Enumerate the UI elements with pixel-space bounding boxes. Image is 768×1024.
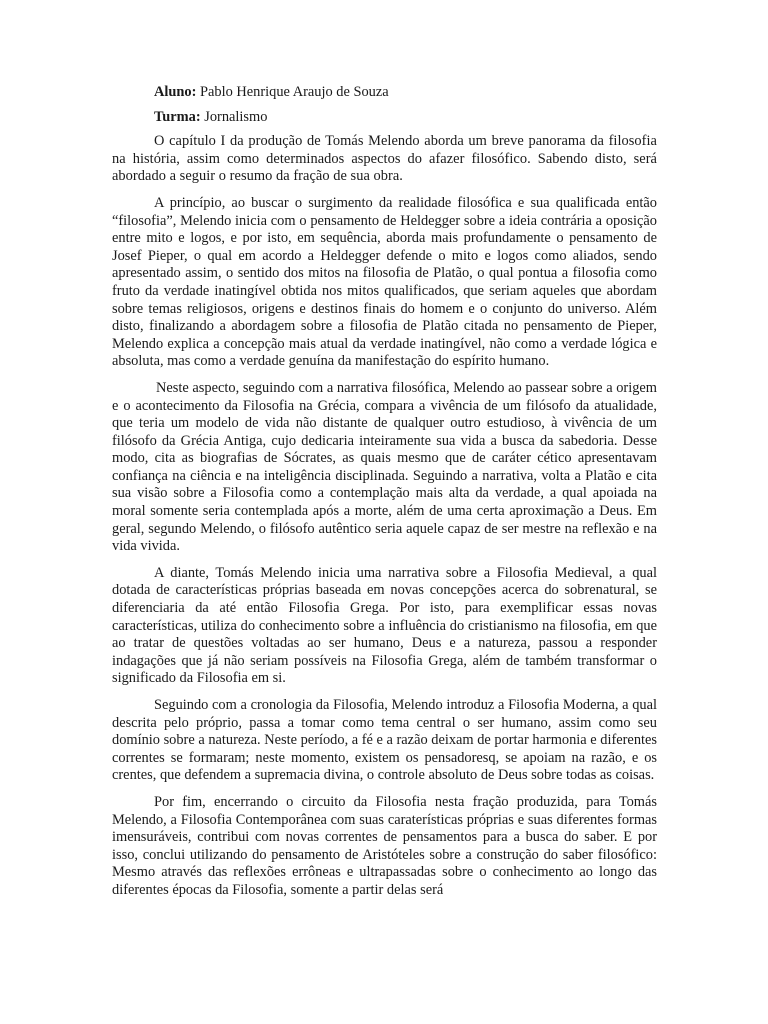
paragraph-medieval: A diante, Tomás Melendo inicia uma narrativa sobre a Filosofia Medieval, a qual dotada de características próprias baseada em novas concepções acerca do sobrenatural, se diferenciaria da até então Filosofia Grega. Por isto, para exemplificar essas novas características, utiliza do conhecimento sobre a influência do cristianismo na filosofia, em que ao tratar de questões voltadas ao ser humano, Deus e a natureza, passou a responder indagações que já não seriam possíveis na Filosofia Grega, além de também transformar o significado da Filosofia em si.	[112, 564, 657, 687]
paragraph-modern: Seguindo com a cronologia da Filosofia, Melendo introduz a Filosofia Moderna, a qual descrita pelo próprio, passa a tomar como tema central o ser humano, assim como seu domínio sobre a natureza. Neste período, a fé e a razão deixam de portar harmonia e diferentes correntes se formaram; neste momento, existem os pensadoresq, se apoiam na razão, e os crentes, que defendem a supremacia divina, o controle absoluto de Deus sobre todas as coisas.	[112, 697, 657, 784]
document-body	[112, 84, 657, 909]
paragraph-intro: O capítulo I da produção de Tomás Melendo aborda um breve panorama da filosofia na história, assim como determinados aspectos do afazer filosófico. Sabendo disto, será abordado a seguir o resumo da fração de sua obra.	[112, 133, 657, 185]
paragraph-contemporary: Por fim, encerrando o circuito da Filosofia nesta fração produzida, para Tomás Melendo, a Filosofia Contemporânea com suas caraterísticas próprias e suas diferentes formas imensuráveis, contribui com novas correntes de pensamentos para a busca do saber. E por isso, conclui utilizando do pensamento de Aristóteles sobre a construção do saber filosófico: Mesmo através das reflexões errôneas e ultrapassadas sobre o conhecimento ao longo das diferentes épocas da Filosofia, somente a partir delas será	[112, 793, 657, 898]
class-name: Jornalismo	[204, 108, 268, 125]
paragraph-greek: Neste aspecto, seguindo com a narrativa filosófica, Melendo ao passear sobre a origem e o acontecimento da Filosofia na Grécia, compara a vivência de um filósofo da atualidade, que teria um modelo de vida não distante de qualquer outro estudioso, à vivência de um filósofo da Grécia Antiga, cujo dedicaria inteiramente sua vida a busca da sabedoria. Desse modo, cita as biografias de Sócrates, as quais mesmo que de caráter cético apresentavam confiança na ciência e na inteligência disciplinada. Seguindo a narrativa, volta a Platão e cita sua visão sobre a Filosofia como a contemplação mais alta da verdade, a qual apoiada na moral somente seria contemplada após a morte, além de uma certa aproximação a Deus. Em geral, segundo Melendo, o filósofo autêntico seria aquele capaz de ser mestre na reflexão e na vida vivida.	[112, 379, 657, 555]
student-line	[112, 84, 657, 102]
paragraph-origin: A princípio, ao buscar o surgimento da realidade filosófica e sua qualificada então “filosofia”, Melendo inicia com o pensamento de Heldegger sobre a ideia contrária a oposição entre mito e logos, e por isto, em sequência, aborda mais profundamente o pensamento de Josef Pieper, o qual em acordo a Heldegger defende o mito e logos como aliados, sendo apresentado assim, o sentido dos mitos na filosofia de Platão, o qual pontua a filosofia como fruto da verdade inatingível obtida nos mitos qualificados, que seriam aqueles que abordam sobre temas religiosos, origens e destinos finais do homem e o conjunto do universo. Além disto, finalizando a abordagem sobre a filosofia de Platão citada no pensamento de Pieper, Melendo explica a concepção mais atual da verdade inatingível, não como a verdade lógica e absoluta, mas como a verdade genuína da manifestação do espírito humano.	[112, 194, 657, 370]
class-line	[112, 109, 657, 127]
student-label: Aluno:	[154, 84, 197, 100]
class-label: Turma:	[154, 108, 201, 125]
student-name: Pablo Henrique Araujo de Souza	[200, 84, 389, 100]
